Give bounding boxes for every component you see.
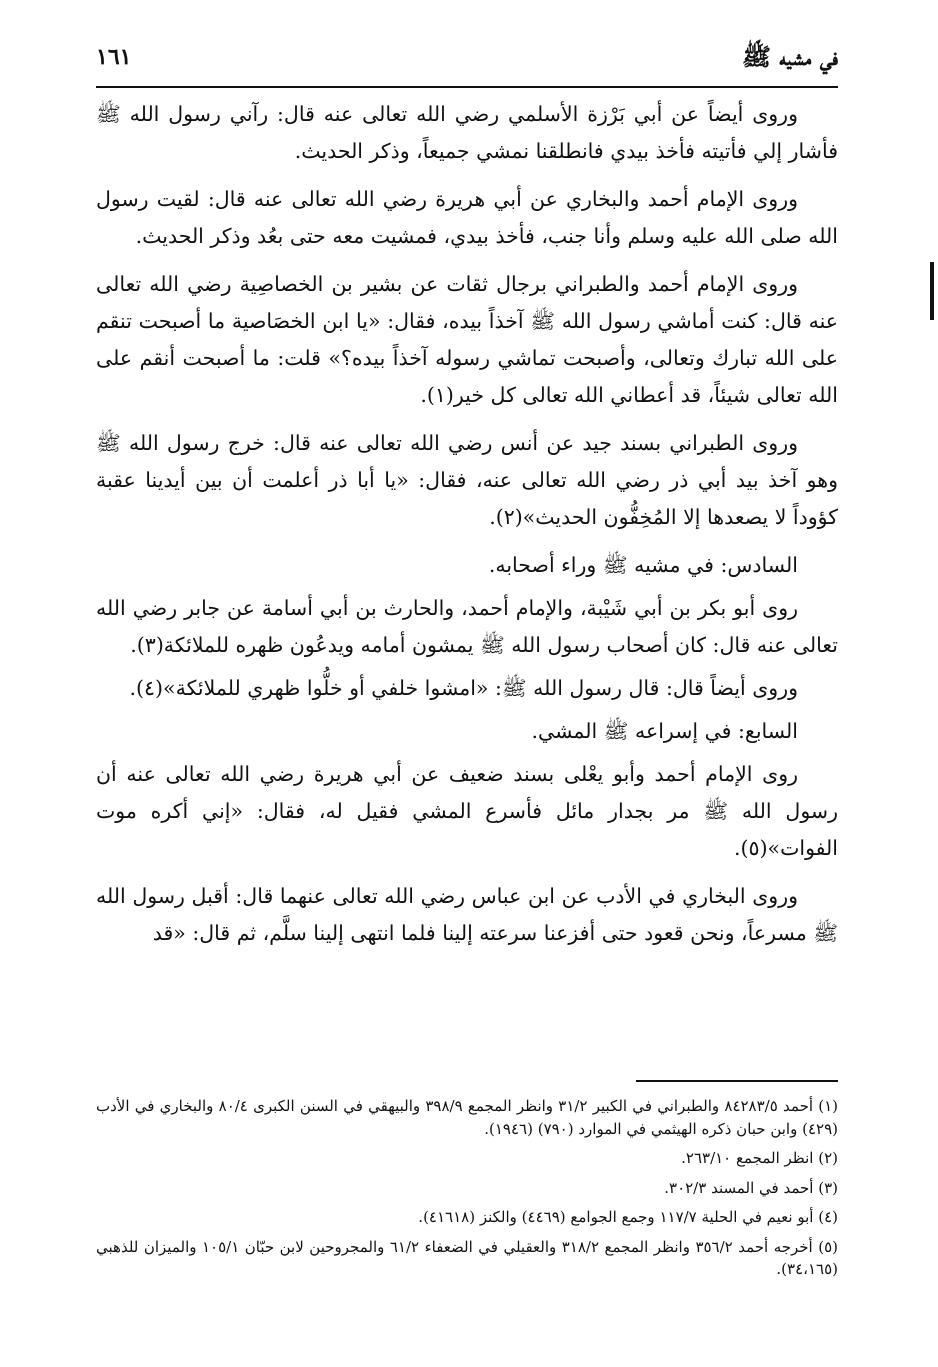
paragraph: وروى الطبراني بسند جيد عن أنس رضي الله تعالى عنه قال: خرج رسول الله ﷺ وهو آخذ بيد أبي ذر رضي الله تعالى عنه، فقال: «يا أبا ذر أعلمت أن بين أيدينا عقبة كؤوداً لا يصعدها إلا المُخِفُّون الحديث»(٢).: [96, 431, 838, 529]
footnote: (٢) انظر المجمع ٢٦٣/١٠.: [681, 1149, 838, 1167]
running-title: في مشيه ﷺ: [742, 42, 838, 71]
page-header: [96, 40, 838, 88]
footnote: (٤) أبو نعيم في الحلية ١١٧/٧ وجمع الجوامع (٤٤٦٩) والكنز (٤١٦١٨).: [418, 1208, 838, 1226]
paragraph: وروى أيضاً قال: قال رسول الله ﷺ: «امشوا خلفي أو خلُّوا ظهري للملائكة»(٤).: [129, 676, 798, 700]
footnote: (٥) أخرجه أحمد ٣٥٦/٢ وانظر المجمع ٣١٨/٢ والعقيلي في الضعفاء ٦١/٢ والمجروحين لابن حبّان ١٠٥/١ والميزان للذهبي (٣٤،١٦٥).: [96, 1237, 838, 1278]
section-heading: السابع: في إسراعه ﷺ المشي.: [531, 719, 798, 743]
page-number: ١٦١: [96, 44, 132, 70]
footnote-separator: [636, 1080, 838, 1082]
footnote: (١) أحمد ٨٤٢٨٣/٥ والطبراني في الكبير ٣١/٢ وانظر المجمع ٣٩٨/٩ والبيهقي في السنن الكبرى ٨٠/٤ والبخاري في الأدب (٤٢٩) وابن حبان ذكره الهيثمي في الموارد (٧٩٠) (١٩٤٦).: [96, 1097, 839, 1138]
paragraph: وروى الإمام أحمد والبخاري عن أبي هريرة رضي الله تعالى عنه قال: لقيت رسول الله صلى الله عليه وسلم وأنا جنب، فأخذ بيدي، فمشيت معه حتى بعُد وذكر الحديث.: [96, 187, 838, 248]
body-text: [96, 96, 838, 963]
paragraph: روى أبو بكر بن أبي شَيْبة، والإمام أحمد، والحارث بن أبي أسامة عن جابر رضي الله تعالى عنه قال: كان أصحاب رسول الله ﷺ يمشون أمامه ويدعُون ظهره للملائكة(٣).: [96, 596, 838, 657]
footnotes: [96, 1095, 838, 1288]
paragraph: وروى البخاري في الأدب عن ابن عباس رضي الله تعالى عنهما قال: أقبل رسول الله ﷺ مسرعاً، ونحن قعود حتى أفزعنا سرعته إلينا فلما انتهى إلينا سلَّم، ثم قال: «قد: [96, 884, 838, 945]
paragraph: وروى أيضاً عن أبي بَرْزة الأسلمي رضي الله تعالى عنه قال: رآني رسول الله ﷺ فأشار إلي فأتيته فأخذ بيدي فانطلقنا نمشي جميعاً، وذكر الحديث.: [96, 102, 838, 163]
footnote: (٣) أحمد في المسند ٣٠٢/٣.: [664, 1178, 838, 1197]
section-heading: السادس: في مشيه ﷺ وراء أصحابه.: [488, 553, 798, 577]
paragraph: وروى الإمام أحمد والطبراني برجال ثقات عن بشير بن الخصاصِية رضي الله تعالى عنه قال: كنت أماشي رسول الله ﷺ آخذاً بيده، فقال: «يا ابن الخصَاصية ما أصبحت تنقم على الله تبارك وتعالى، وأصبحت تماشي رسوله آخذاً بيده؟» قلت: ما أصبحت أنقم على الله تعالى شيئاً، قد أعطاني الله تعالى كل خير(١).: [96, 272, 838, 407]
paragraph: روى الإمام أحمد وأبو يعْلى بسند ضعيف عن أبي هريرة رضي الله تعالى عنه أن رسول الله ﷺ مر بجدار مائل فأسرع المشي فقيل له، فقال: «إني أكره موت الفوات»(٥).: [96, 762, 838, 860]
scan-edge-mark: [930, 262, 934, 320]
